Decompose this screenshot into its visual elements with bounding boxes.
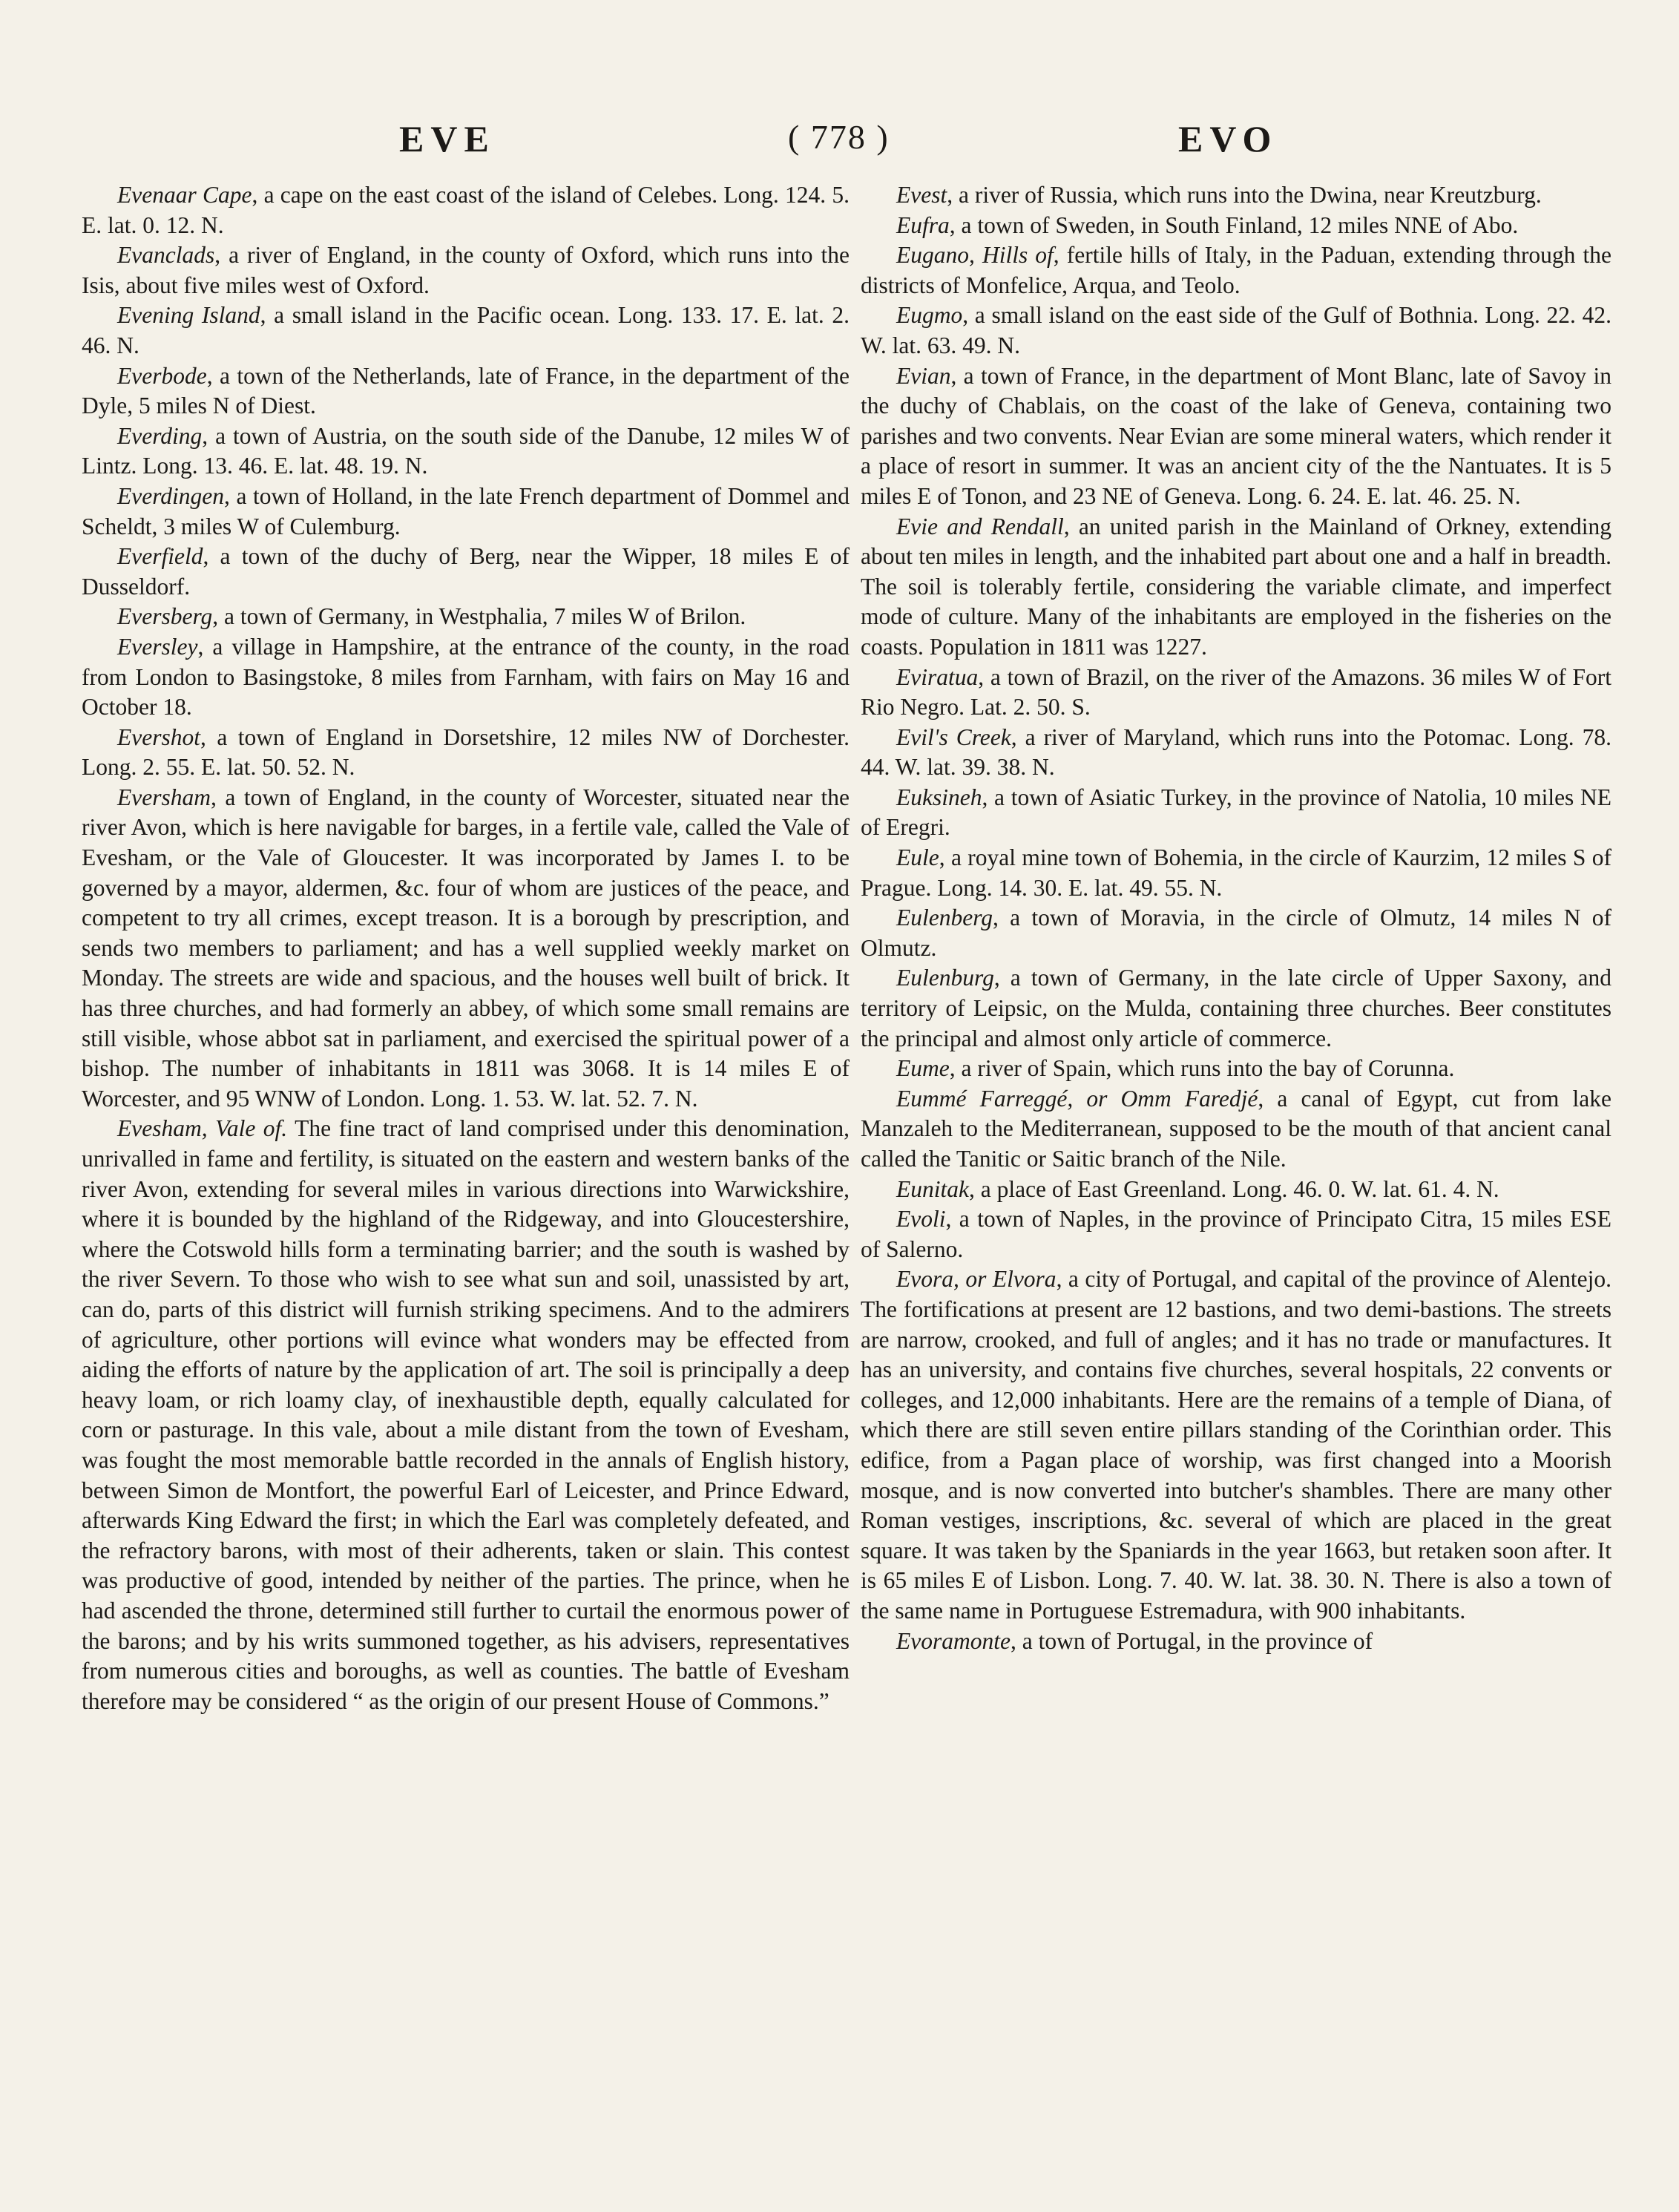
entry [82, 723, 850, 783]
headword: Euksineh [896, 784, 982, 810]
headword: Evershot [117, 723, 200, 750]
entry-text: , a town of Germany, in Westphalia, 7 miles W of Brilon. [212, 603, 746, 630]
entry-text: , a town of Asiatic Turkey, in the province of Natolia, 10 miles NE of Eregri. [861, 784, 1611, 841]
entry-text: , a river of England, in the county of Oxford, which runs into the Isis, about five miles west of Oxford. [82, 242, 850, 298]
entry [861, 843, 1611, 903]
entry-text: The fine tract of land comprised under this denomination, unrivalled in fame and fertility, is situated on the eastern and western banks of the river Avon, extending for several miles in various directions into Warwickshire, where it is bounded by the highland of the Ridgeway, and into Gloucestershire, where the Cotswold hills form a terminating barrier; and the south is washed by the river Severn. To those who wish to see what sun and soil, unassisted by art, can do, parts of this district will furnish striking specimens. And to the admirers of agriculture, other portions will evince what wonders may be effected from aiding the efforts of nature by the application of art. The soil is principally a deep heavy loam, or rich loamy clay, of inexhaustible depth, equally calculated for corn or pasturage. In this vale, about a mile distant from the town of Evesham, was fought the most memorable battle recorded in the annals of English history, between Simon de Montfort, the powerful Earl of Leicester, and Prince Edward, afterwards King Edward the first; in which the Earl was completely defeated, and the refractory barons, with most of their adherents, taken or slain. This contest was productive of good, intended by neither of the parties. The prince, when he had ascended the throne, determined still further to curtail the enormous power of the barons; and by his writs summoned together, as his advisers, representatives from numerous cities and boroughs, as well as counties. The battle of Evesham therefore may be considered “ as the origin of our present House of Commons.” [82, 1115, 850, 1714]
headword: Eufra [896, 211, 950, 238]
headword: Everfield [117, 543, 203, 570]
entry [861, 240, 1611, 301]
entry-text: , a town of Holland, in the late French department of Dommel and Scheldt, 3 miles W of Culemburg. [82, 482, 850, 539]
entry-text: , a canal of Egypt, cut from lake Manzaleh to the Mediterranean, supposed to be the mouth of that ancient canal called the Tanitic or Saitic branch of the Nile. [861, 1085, 1611, 1172]
entry-text: , a small island on the east side of the Gulf of Bothnia. Long. 22. 42. W. lat. 63. 49. N. [861, 302, 1611, 358]
headword: Evie and Rendall [896, 513, 1064, 539]
entry-text: , a town of England in Dorsetshire, 12 miles NW of Dorchester. Long. 2. 55. E. lat. 50. 52. N. [82, 723, 850, 781]
entry [861, 180, 1611, 211]
headword: Evoramonte [896, 1627, 1011, 1654]
entry-text: , a river of Russia, which runs into the Dwina, near Kreutzburg. [947, 182, 1542, 208]
headword: Evening Island [117, 302, 260, 329]
entry-text: , a cape on the east coast of the island of Celebes. Long. 124. 5. E. lat. 0. 12. N. [82, 182, 850, 238]
entry [861, 1084, 1611, 1175]
entry-text: , a royal mine town of Bohemia, in the circle of Kaurzim, 12 miles S of Prague. Long. 14. 30. E. lat. 49. 55. N. [861, 844, 1611, 901]
entry-text: , a place of East Greenland. Long. 46. 0. W. lat. 61. 4. N. [968, 1175, 1499, 1202]
entry [861, 512, 1611, 663]
entry [82, 632, 850, 723]
entry [861, 1204, 1611, 1264]
entry [861, 903, 1611, 963]
entry [861, 1627, 1611, 1657]
entry-text: , a town of the duchy of Berg, near the Wipper, 18 miles E of Dusseldorf. [82, 543, 850, 600]
entry-text: , a river of Maryland, which runs into the Potomac. Long. 78. 44. W. lat. 39. 38. N. [861, 723, 1611, 781]
entry [861, 301, 1611, 361]
headword: Evenaar Cape [117, 182, 252, 208]
entry-text: , a town of France, in the department of Mont Blanc, late of Savoy in the duchy of Chablais, on the coast of the lake of Geneva, containing two parishes and two convents. Near Evian are some mineral waters, which render it a place of resort in summer. It was an ancient city of the the Nantuates. It is 5 miles E of Tonon, and 23 NE of Geneva. Long. 6. 24. E. lat. 46. 25. N. [861, 362, 1611, 509]
running-head-right: EVO [1178, 118, 1278, 160]
entry [861, 1175, 1611, 1205]
entry [82, 1114, 850, 1716]
headword: Everding [117, 422, 203, 449]
entry [861, 1054, 1611, 1084]
right-column [861, 180, 1611, 1656]
headword: Eversley [117, 633, 198, 660]
entry [82, 602, 850, 632]
entry [82, 542, 850, 602]
entry [82, 783, 850, 1115]
entry-text: , a small island in the Pacific ocean. Long. 133. 17. E. lat. 2. 46. N. [82, 302, 850, 358]
headword: Eunitak [896, 1175, 969, 1202]
entry-text: , a town of Moravia, in the circle of Olmutz, 14 miles N of Olmutz. [861, 905, 1611, 961]
headword: Eversham [117, 784, 211, 810]
entry-text: , a town of Germany, in the late circle of Upper Saxony, and territory of Leipsic, on the Mulda, containing three churches. Beer constitutes the principal and almost only article of commerce. [861, 965, 1611, 1051]
entry [82, 180, 850, 240]
headword: Eviratua [896, 663, 979, 690]
entry [861, 663, 1611, 723]
entry [82, 301, 850, 361]
running-head-left: EVE [399, 118, 496, 160]
entry [82, 240, 850, 301]
headword: Eugmo [896, 302, 963, 329]
headword: Evest [896, 182, 947, 208]
headword: Eulenberg [896, 905, 993, 931]
entry-text: , an united parish in the Mainland of Orkney, extending about ten miles in length, and the inhabited part about one and a half in breadth. The soil is tolerably fertile, considering the variable climate, and imperfect mode of culture. Many of the inhabitants are employed in the fisheries on the coasts. Population in 1811 was 1227. [861, 513, 1611, 660]
headword: Eulenburg [896, 965, 994, 991]
entry-text: , a village in Hampshire, at the entrance of the county, in the road from London to Basingstoke, 8 miles from Farnham, with fairs on May 16 and October 18. [82, 633, 850, 721]
headword: Eume [896, 1055, 950, 1082]
entry-text: , a town of Brazil, on the river of the Amazons. 36 miles W of Fort Rio Negro. Lat. 2. 50. S. [861, 663, 1611, 721]
entry [861, 361, 1611, 512]
entry-text: , a town of Austria, on the south side of the Danube, 12 miles W of Lintz. Long. 13. 46. E. lat. 48. 19. N. [82, 422, 850, 479]
entry-text: , a town of England, in the county of Worcester, situated near the river Avon, which is here navigable for barges, in a fertile vale, called the Vale of Evesham, or the Vale of Gloucester. It was incorporated by James I. to be governed by a mayor, aldermen, &c. four of whom are justices of the peace, and competent to try all crimes, except treason. It is a borough by prescription, and sends two members to parliament; and has a well supplied weekly market on Monday. The streets are wide and spacious, and the houses well built of brick. It has three churches, and had formerly an abbey, of which some small remains are still visible, whose abbot sat in parliament, and exercised the spiritual power of a bishop. The number of inhabitants in 1811 was 3068. It is 14 miles E of Worcester, and 95 WNW of London. Long. 1. 53. W. lat. 52. 7. N. [82, 784, 850, 1112]
entry [861, 1264, 1611, 1626]
headword: Evora, or Elvora [896, 1266, 1057, 1293]
entry [82, 361, 850, 421]
entry [82, 421, 850, 482]
headword: Eversberg [117, 603, 213, 630]
entry-text: , a town of Sweden, in South Finland, 12 miles NNE of Abo. [949, 211, 1519, 238]
entry-text: , a town of the Netherlands, late of France, in the department of the Dyle, 5 miles N of Diest. [82, 362, 850, 419]
entry [861, 211, 1611, 241]
entry [861, 963, 1611, 1054]
entry [861, 783, 1611, 843]
headword: Everbode [117, 362, 207, 389]
left-column [82, 180, 850, 1716]
headword: Evil's Creek [896, 723, 1011, 750]
entry-text: , a town of Naples, in the province of Principato Citra, 15 miles ESE of Salerno. [861, 1206, 1611, 1262]
headword: Evesham, Vale of. [117, 1115, 288, 1142]
headword: Evian [896, 362, 951, 389]
headword: Evoli [896, 1206, 946, 1233]
headword: Eummé Farreggé, or Omm Faredjé [896, 1085, 1258, 1112]
headword: Eugano, Hills of [896, 242, 1054, 269]
headword: Everdingen [117, 482, 225, 509]
entry-text: , a town of Portugal, in the province of [1010, 1627, 1373, 1654]
page-number: ( 778 ) [788, 118, 890, 156]
headword: Eule [896, 844, 939, 871]
entry-text: , a city of Portugal, and capital of the province of Alentejo. The fortifications at present are 12 bastions, and two demi-bastions. The streets are narrow, crooked, and full of angles; and it has no trade or manufactures. It has an university, and contains five churches, several hospitals, 22 convents or colleges, and 12,000 inhabitants. Here are the remains of a temple of Diana, of which there are still seven entire pillars standing of the Corinthian order. This edifice, from a Pagan place of worship, was first changed into a Moorish mosque, and is now converted into butcher's shambles. There are many other Roman vestiges, inscriptions, &c. several of which are placed in the great square. It was taken by the Spaniards in the year 1663, but retaken soon after. It is 65 miles E of Lisbon. Long. 7. 40. W. lat. 38. 30. N. There is also a town of the same name in Portuguese Estremadura, with 900 inhabitants. [861, 1266, 1611, 1624]
entry [861, 723, 1611, 783]
entry [82, 482, 850, 542]
headword: Evanclads [117, 242, 215, 269]
entry-text: , fertile hills of Italy, in the Paduan, extending through the districts of Monfelice, Arqua, and Teolo. [861, 242, 1611, 298]
entry-text: , a river of Spain, which runs into the bay of Corunna. [949, 1055, 1455, 1082]
